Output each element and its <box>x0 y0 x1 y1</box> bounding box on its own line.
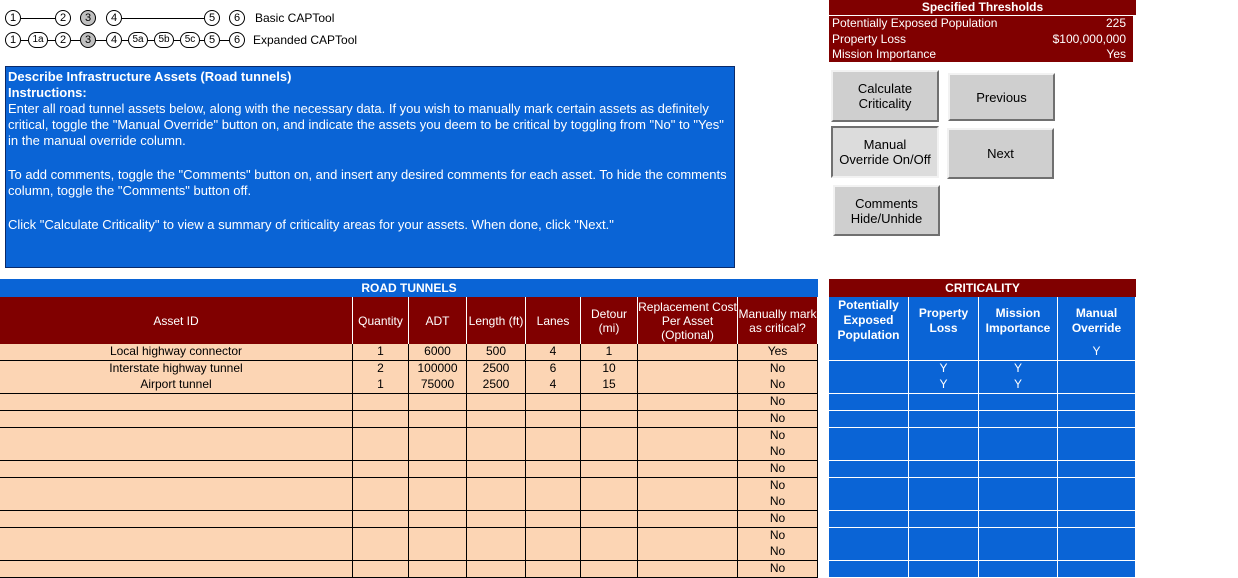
criticality-cell <box>829 544 909 561</box>
manual-override-toggle-button[interactable]: Manual Override On/Off <box>831 126 939 178</box>
tunnel-data-cell[interactable] <box>409 478 467 495</box>
criticality-cell: Y <box>979 377 1058 394</box>
tunnel-data-cell[interactable] <box>353 494 409 511</box>
criticality-cell <box>909 561 979 578</box>
step-1[interactable]: 1 <box>5 32 21 48</box>
tunnel-data-cell[interactable] <box>0 411 353 428</box>
tunnel-data-cell[interactable]: 500 <box>467 344 526 361</box>
tunnel-data-cell[interactable] <box>467 461 526 478</box>
tunnel-data-cell[interactable]: 75000 <box>409 377 467 394</box>
basic-captool-label: Basic CAPTool <box>255 11 335 25</box>
criticality-cell <box>909 428 979 445</box>
criticality-cell <box>1058 528 1136 545</box>
tunnel-data-cell[interactable]: 6 <box>526 361 581 378</box>
threshold-label: Property Loss <box>832 32 907 46</box>
criticality-cell <box>979 511 1058 528</box>
manual-critical-cell[interactable]: No <box>738 444 818 461</box>
criticality-cell <box>1058 361 1136 378</box>
tunnel-data-cell[interactable] <box>526 544 581 561</box>
criticality-cell <box>1058 511 1136 528</box>
criticality-cell <box>979 478 1058 495</box>
tunnel-data-cell[interactable] <box>467 544 526 561</box>
tunnel-data-cell[interactable] <box>353 428 409 445</box>
criticality-cell <box>979 394 1058 411</box>
step-4[interactable]: 4 <box>106 10 122 26</box>
tunnels-column-header: Length (ft) <box>467 297 526 344</box>
tunnel-data-cell[interactable] <box>409 544 467 561</box>
tunnel-data-cell[interactable] <box>409 444 467 461</box>
tunnel-data-cell[interactable] <box>467 494 526 511</box>
tunnel-data-cell[interactable] <box>526 411 581 428</box>
tunnel-data-cell[interactable]: 6000 <box>409 344 467 361</box>
criticality-cell <box>1058 444 1136 461</box>
tunnel-data-cell[interactable] <box>638 461 738 478</box>
expanded-captool-label: Expanded CAPTool <box>253 33 358 47</box>
criticality-cell <box>979 428 1058 445</box>
criticality-cell <box>909 528 979 545</box>
tunnel-data-cell[interactable] <box>581 444 638 461</box>
step-connector-line <box>21 18 55 19</box>
tunnel-data-cell[interactable] <box>467 444 526 461</box>
criticality-title: CRITICALITY <box>829 279 1136 297</box>
tunnel-data-cell[interactable] <box>353 561 409 578</box>
instructions-subtitle: Instructions: <box>8 85 87 100</box>
criticality-cell <box>829 478 909 495</box>
tunnel-data-cell[interactable]: 15 <box>581 377 638 394</box>
tunnel-data-cell[interactable] <box>467 511 526 528</box>
tunnel-data-cell[interactable] <box>0 511 353 528</box>
tunnels-column-header: Replacement Cost Per Asset (Optional) <box>638 297 738 344</box>
tunnel-data-cell[interactable] <box>409 494 467 511</box>
next-button[interactable]: Next <box>947 128 1054 179</box>
tunnel-data-cell[interactable] <box>638 561 738 578</box>
criticality-cell <box>909 461 979 478</box>
criticality-cell <box>1058 544 1136 561</box>
criticality-cell <box>909 544 979 561</box>
criticality-cell: Y <box>979 361 1058 378</box>
criticality-cell <box>829 344 909 361</box>
tunnel-data-cell[interactable] <box>467 561 526 578</box>
tunnel-data-cell[interactable] <box>0 394 353 411</box>
tunnel-data-cell[interactable]: 1 <box>353 344 409 361</box>
tunnel-data-cell[interactable] <box>581 544 638 561</box>
threshold-value: $100,000,000 <box>1052 32 1126 46</box>
manual-critical-cell[interactable]: No <box>738 494 818 511</box>
instructions-paragraph-2: To add comments, toggle the "Comments" button on, and insert any desired comments for each asset. To hide the comments column, toggle the "Comments" button off. <box>8 167 727 198</box>
criticality-cell <box>829 377 909 394</box>
tunnel-data-cell[interactable] <box>526 461 581 478</box>
tunnel-data-cell[interactable] <box>353 461 409 478</box>
manual-critical-cell[interactable]: No <box>738 528 818 545</box>
tunnels-column-header: Detour (mi) <box>581 297 638 344</box>
thresholds-title: Specified Thresholds <box>921 0 1044 14</box>
tunnel-data-cell[interactable] <box>581 394 638 411</box>
criticality-cell <box>979 528 1058 545</box>
criticality-cell <box>909 394 979 411</box>
previous-button[interactable]: Previous <box>948 73 1055 121</box>
step-4[interactable]: 4 <box>106 32 122 48</box>
criticality-cell <box>979 461 1058 478</box>
step-5a[interactable]: 5a <box>128 32 148 48</box>
criticality-cell <box>829 394 909 411</box>
tunnel-data-cell[interactable] <box>526 528 581 545</box>
tunnel-data-cell[interactable] <box>0 428 353 445</box>
tunnel-data-cell[interactable] <box>638 394 738 411</box>
criticality-cell <box>909 344 979 361</box>
criticality-cell <box>979 561 1058 578</box>
tunnel-data-cell[interactable] <box>353 478 409 495</box>
criticality-column-header: Mission Importance <box>979 297 1058 344</box>
tunnels-column-header: Manually mark as critical? <box>738 297 818 344</box>
tunnel-data-cell[interactable] <box>526 478 581 495</box>
manual-critical-cell[interactable]: No <box>738 394 818 411</box>
tunnel-data-cell[interactable] <box>581 461 638 478</box>
manual-critical-cell[interactable]: No <box>738 361 818 378</box>
tunnel-data-cell[interactable] <box>638 344 738 361</box>
criticality-cell <box>979 411 1058 428</box>
step-5[interactable]: 5 <box>204 10 220 26</box>
tunnel-data-cell[interactable] <box>409 561 467 578</box>
tunnel-data-cell[interactable] <box>0 478 353 495</box>
step-6[interactable]: 6 <box>229 10 245 26</box>
step-1[interactable]: 1 <box>5 10 21 26</box>
tunnel-data-cell[interactable] <box>353 394 409 411</box>
tunnel-data-cell[interactable] <box>409 528 467 545</box>
tunnel-data-cell[interactable] <box>638 544 738 561</box>
criticality-column-header: Potentially Exposed Population <box>829 297 909 344</box>
step-5c[interactable]: 5c <box>180 32 200 48</box>
tunnel-data-cell[interactable] <box>581 511 638 528</box>
step-3[interactable]: 3 <box>80 32 96 48</box>
manual-critical-cell[interactable]: No <box>738 511 818 528</box>
criticality-cell <box>909 478 979 495</box>
tunnel-data-cell[interactable] <box>638 377 738 394</box>
criticality-cell <box>1058 377 1136 394</box>
threshold-row-population <box>829 15 1136 31</box>
criticality-cell <box>979 494 1058 511</box>
tunnel-data-cell[interactable]: Interstate highway tunnel <box>0 361 353 378</box>
criticality-cell <box>829 444 909 461</box>
tunnels-column-header: Quantity <box>353 297 409 344</box>
tunnel-data-cell[interactable] <box>581 428 638 445</box>
step-connector-line <box>71 40 80 41</box>
tunnel-data-cell[interactable] <box>581 494 638 511</box>
tunnel-data-cell[interactable] <box>467 394 526 411</box>
tunnel-data-cell[interactable]: 100000 <box>409 361 467 378</box>
tunnel-data-cell[interactable] <box>638 428 738 445</box>
road-tunnels-title: ROAD TUNNELS <box>0 279 818 297</box>
step-connector-line <box>21 40 28 41</box>
tunnel-data-cell[interactable] <box>581 478 638 495</box>
tunnel-data-cell[interactable]: 1 <box>353 377 409 394</box>
tunnel-data-cell[interactable] <box>0 461 353 478</box>
tunnel-data-cell[interactable] <box>353 444 409 461</box>
instructions-panel <box>5 66 735 268</box>
criticality-cell <box>1058 494 1136 511</box>
threshold-row-property-loss <box>829 31 1136 47</box>
tunnel-data-cell[interactable] <box>638 478 738 495</box>
criticality-cell <box>909 411 979 428</box>
threshold-row-mission <box>829 46 1136 62</box>
criticality-cell <box>1058 428 1136 445</box>
manual-critical-cell[interactable]: No <box>738 561 818 578</box>
criticality-cell <box>909 444 979 461</box>
criticality-cell: Y <box>909 377 979 394</box>
tunnels-column-header: Lanes <box>526 297 581 344</box>
manual-critical-cell[interactable]: No <box>738 461 818 478</box>
tunnel-data-cell[interactable] <box>467 411 526 428</box>
tunnel-data-cell[interactable] <box>409 511 467 528</box>
manual-critical-cell[interactable]: No <box>738 544 818 561</box>
manual-critical-cell[interactable]: No <box>738 411 818 428</box>
tunnel-data-cell[interactable]: 1 <box>581 344 638 361</box>
manual-critical-cell[interactable]: No <box>738 377 818 394</box>
criticality-cell: Y <box>909 361 979 378</box>
tunnel-data-cell[interactable] <box>409 411 467 428</box>
criticality-cell <box>1058 461 1136 478</box>
tunnel-data-cell[interactable] <box>353 411 409 428</box>
criticality-cell <box>979 444 1058 461</box>
tunnel-data-cell[interactable] <box>526 428 581 445</box>
threshold-value: Yes <box>1106 47 1126 61</box>
instructions-paragraph-1: Enter all road tunnel assets below, along with the necessary data. If you wish to manually mark certain assets as definitely critical, toggle the "Manual Override" button on, and indicate the assets you deem to be critical by toggling from "No" to "Yes" in the manual override column. <box>8 101 724 148</box>
tunnel-data-cell[interactable] <box>467 428 526 445</box>
criticality-cell <box>1058 478 1136 495</box>
tunnel-data-cell[interactable] <box>638 411 738 428</box>
criticality-cell <box>979 344 1058 361</box>
tunnel-data-cell[interactable] <box>638 528 738 545</box>
criticality-cell <box>909 511 979 528</box>
tunnel-data-cell[interactable] <box>467 528 526 545</box>
step-connector-line <box>220 40 229 41</box>
tunnel-data-cell[interactable] <box>353 544 409 561</box>
comments-toggle-button[interactable]: Comments Hide/Unhide <box>833 185 940 236</box>
tunnel-data-cell[interactable] <box>409 428 467 445</box>
threshold-label: Mission Importance <box>832 47 937 61</box>
tunnel-data-cell[interactable]: Local highway connector <box>0 344 353 361</box>
tunnel-data-cell[interactable] <box>0 494 353 511</box>
criticality-cell <box>829 361 909 378</box>
tunnel-data-cell[interactable] <box>0 444 353 461</box>
calculate-criticality-button[interactable]: Calculate Criticality <box>831 70 939 122</box>
tunnel-data-cell[interactable] <box>353 511 409 528</box>
tunnel-data-cell[interactable] <box>0 561 353 578</box>
step-2[interactable]: 2 <box>55 32 71 48</box>
step-3[interactable]: 3 <box>80 10 96 26</box>
tunnel-data-cell[interactable] <box>638 444 738 461</box>
tunnel-data-cell[interactable]: 2 <box>353 361 409 378</box>
tunnel-data-cell[interactable] <box>526 494 581 511</box>
criticality-cell <box>979 544 1058 561</box>
step-6[interactable]: 6 <box>229 32 245 48</box>
tunnel-data-cell[interactable] <box>581 411 638 428</box>
step-connector-line <box>122 18 204 19</box>
tunnel-data-cell[interactable]: 4 <box>526 344 581 361</box>
tunnel-data-cell[interactable] <box>0 544 353 561</box>
tunnel-data-cell[interactable]: 4 <box>526 377 581 394</box>
step-1a[interactable]: 1a <box>28 32 48 48</box>
tunnel-data-cell[interactable] <box>581 561 638 578</box>
tunnel-data-cell[interactable] <box>638 361 738 378</box>
tunnel-data-cell[interactable] <box>526 444 581 461</box>
criticality-cell <box>829 428 909 445</box>
criticality-cell <box>829 561 909 578</box>
manual-critical-cell[interactable]: Yes <box>738 344 818 361</box>
tunnel-data-cell[interactable] <box>409 394 467 411</box>
tunnel-data-cell[interactable] <box>526 511 581 528</box>
tunnel-data-cell[interactable] <box>638 511 738 528</box>
step-5[interactable]: 5 <box>204 32 220 48</box>
specified-thresholds-panel <box>829 0 1136 62</box>
tunnels-column-header: ADT <box>409 297 467 344</box>
criticality-cell <box>1058 561 1136 578</box>
criticality-column-header: Property Loss <box>909 297 979 344</box>
manual-critical-cell[interactable]: No <box>738 478 818 495</box>
criticality-cell <box>829 494 909 511</box>
tunnel-data-cell[interactable] <box>638 494 738 511</box>
tunnel-data-cell[interactable] <box>526 394 581 411</box>
criticality-cell: Y <box>1058 344 1136 361</box>
criticality-cell <box>829 528 909 545</box>
criticality-cell <box>909 494 979 511</box>
threshold-value: 225 <box>1105 16 1126 30</box>
tunnel-data-cell[interactable] <box>581 528 638 545</box>
instructions-title: Describe Infrastructure Assets (Road tunnels) <box>8 69 292 84</box>
tunnel-data-cell[interactable] <box>409 461 467 478</box>
tunnel-data-cell[interactable] <box>467 478 526 495</box>
threshold-label: Potentially Exposed Population <box>832 16 998 30</box>
criticality-cell <box>1058 394 1136 411</box>
tunnel-data-cell[interactable]: 2500 <box>467 377 526 394</box>
tunnel-data-cell[interactable] <box>353 528 409 545</box>
criticality-cell <box>1058 411 1136 428</box>
tunnels-column-header: Asset ID <box>0 297 353 344</box>
step-connector-line <box>48 40 55 41</box>
step-5b[interactable]: 5b <box>154 32 174 48</box>
criticality-cell <box>829 461 909 478</box>
tunnel-data-cell[interactable]: 10 <box>581 361 638 378</box>
criticality-cell <box>829 511 909 528</box>
manual-critical-cell[interactable]: No <box>738 428 818 445</box>
criticality-column-header: Manual Override <box>1058 297 1136 344</box>
instructions-paragraph-3: Click "Calculate Criticality" to view a summary of criticality areas for your assets. When done, click "Next." <box>8 217 614 232</box>
tunnel-data-cell[interactable] <box>526 561 581 578</box>
tunnel-data-cell[interactable] <box>0 528 353 545</box>
tunnel-data-cell[interactable]: 2500 <box>467 361 526 378</box>
step-2[interactable]: 2 <box>55 10 71 26</box>
tunnel-data-cell[interactable]: Airport tunnel <box>0 377 353 394</box>
step-connector-line <box>96 40 106 41</box>
criticality-cell <box>829 411 909 428</box>
